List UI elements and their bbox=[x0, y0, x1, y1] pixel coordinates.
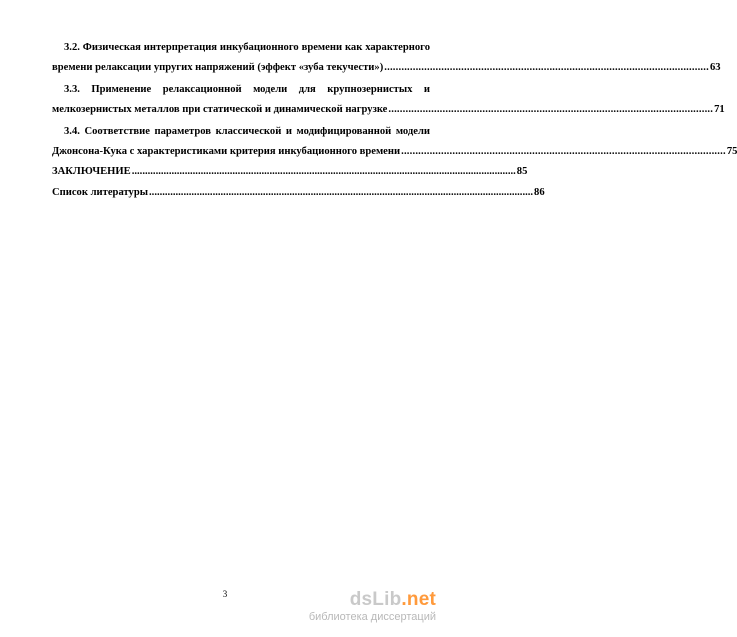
toc-entry-title-line2-row bbox=[52, 142, 737, 162]
toc-entry-title-line2-row bbox=[52, 100, 725, 120]
toc-entry-row bbox=[52, 162, 528, 182]
toc-leader-dots: .................................................................................................................. bbox=[384, 62, 709, 73]
toc-entry-title-line2: Джонсона-Кука с характеристиками критерия инкубационного времени bbox=[52, 146, 401, 157]
toc-leader-dots: .................................................................................................................. bbox=[401, 146, 726, 157]
toc-entry-title: ЗАКЛЮЧЕНИЕ bbox=[52, 166, 131, 177]
logo-main-text: dsLib bbox=[349, 589, 402, 610]
toc-entry-title-line2: мелкозернистых металлов при статической и динамической нагрузке bbox=[52, 104, 388, 115]
toc-entry-title-line1: 3.3. Применение релаксационной модели для крупнозернистых и bbox=[64, 84, 430, 95]
toc-entry-row bbox=[52, 183, 545, 203]
toc-entry-3-4[interactable] bbox=[52, 122, 737, 162]
toc-entry-title-line2: времени релаксации упругих напряжений (эффект «зуба текучести») bbox=[52, 62, 384, 73]
page-number: 3 bbox=[222, 589, 228, 599]
toc-entry-title: Список литературы bbox=[52, 187, 149, 198]
toc-leader-dots: ................................................................................................................................................. bbox=[131, 166, 516, 177]
dslib-logo bbox=[309, 590, 436, 610]
toc-leader-dots: .................................................................................................................. bbox=[388, 104, 714, 115]
toc-page-number: 85 bbox=[516, 166, 528, 177]
toc-page-number: 86 bbox=[534, 187, 545, 198]
dslib-watermark bbox=[309, 590, 436, 624]
logo-dot-net-text: .net bbox=[401, 589, 436, 610]
toc-entry-3-3[interactable] bbox=[52, 80, 725, 120]
toc-entry-title-line1: 3.2. Физическая интерпретация инкубационного времени как характерного bbox=[64, 42, 430, 53]
watermark-caption: библиотека диссертаций bbox=[308, 611, 436, 623]
toc-page-number: 75 bbox=[726, 146, 737, 157]
toc-leader-dots: ................................................................................................................................................. bbox=[149, 187, 534, 198]
toc-entry-title-line2-row bbox=[52, 58, 721, 78]
toc-entry-conclusion[interactable] bbox=[52, 162, 528, 182]
toc-entry-bibliography[interactable] bbox=[52, 183, 545, 203]
toc-page-number: 63 bbox=[709, 62, 721, 73]
toc-entry-title-line1: 3.4. Соответствие параметров классической и модифицированной модели bbox=[64, 126, 430, 137]
toc-page-number: 71 bbox=[714, 104, 725, 115]
toc-entry-3-2[interactable] bbox=[52, 38, 721, 78]
